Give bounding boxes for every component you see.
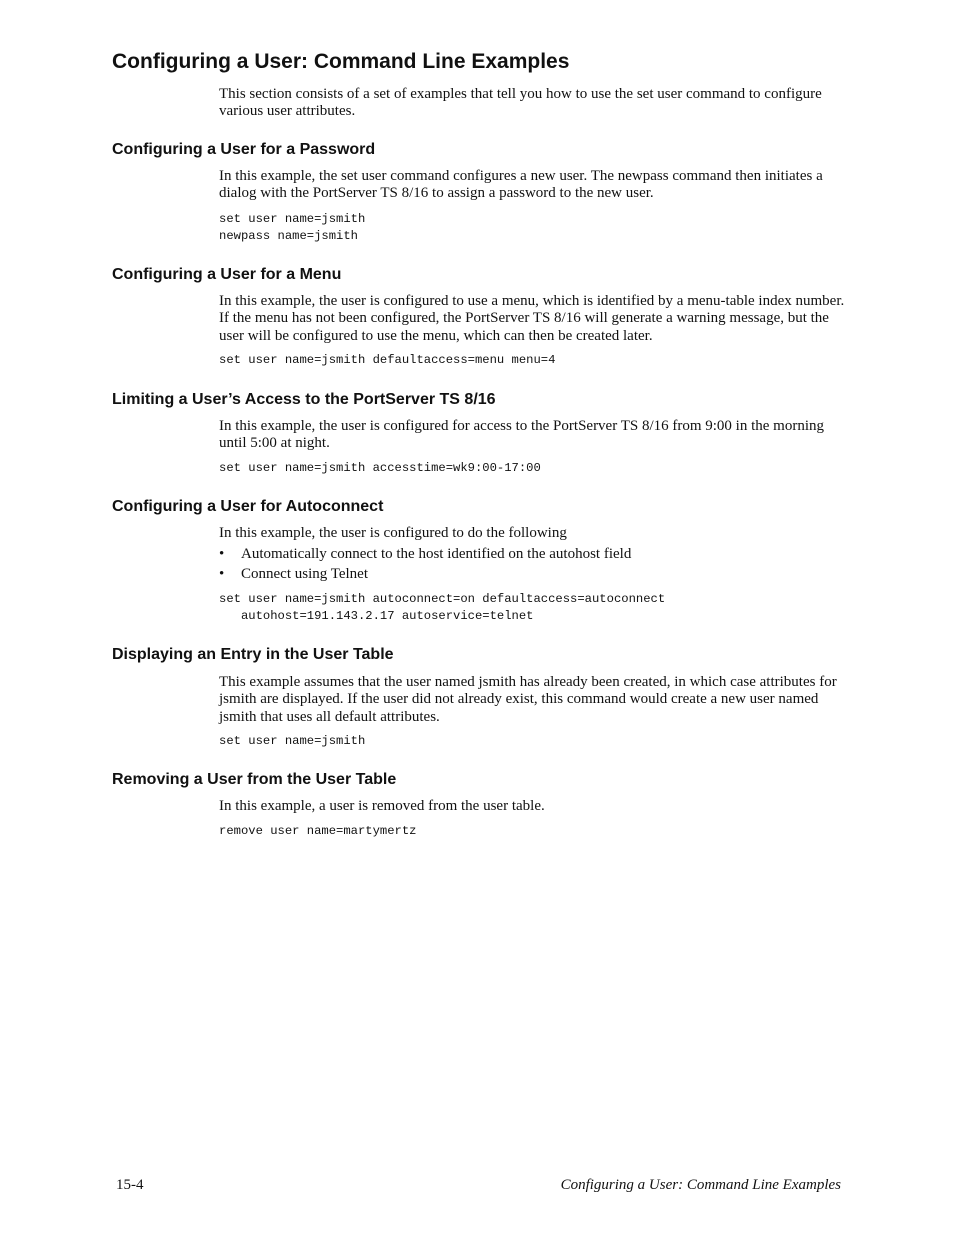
section-heading-access: Limiting a User’s Access to the PortServer TS 8/16 <box>112 391 496 408</box>
code-line: set user name=jsmith <box>219 212 366 226</box>
bullet-glyph: • <box>219 546 225 562</box>
page-number: 15-4 <box>116 1177 144 1193</box>
code-line: set user name=jsmith autoconnect=on defaultaccess=autoconnect <box>219 592 666 606</box>
section-text-autoconnect: In this example, the user is configured to do the following <box>219 525 567 541</box>
section-text-menu: In this example, the user is configured to use a menu, which is identified by a menu-table index number. If the menu has not been configured, the PortServer TS 8/16 will generate a warning message, but the user will be configured to use the menu, which can then be created later. <box>219 293 845 344</box>
code-line: set user name=jsmith <box>219 734 366 748</box>
code-line: set user name=jsmith defaultaccess=menu menu=4 <box>219 353 556 367</box>
list-item-text: Connect using Telnet <box>241 566 368 582</box>
section-text-password: In this example, the set user command configures a new user. The newpass command then initiates a dialog with the PortServer TS 8/16 to assign a password to the new user. <box>219 168 823 202</box>
list-item <box>219 564 845 584</box>
section-heading-autoconnect: Configuring a User for Autoconnect <box>112 498 384 515</box>
section-heading-display: Displaying an Entry in the User Table <box>112 646 394 663</box>
code-line: remove user name=martymertz <box>219 824 417 838</box>
section-text-access: In this example, the user is configured for access to the PortServer TS 8/16 from 9:00 in the morning until 5:00 at night. <box>219 418 825 452</box>
code-line: set user name=jsmith accesstime=wk9:00-17:00 <box>219 461 541 475</box>
section-text-remove: In this example, a user is removed from the user table. <box>219 798 545 814</box>
section-text-display: This example assumes that the user named jsmith has already been created, in which case attributes for jsmith are displayed. If the user did not already exist, this command would create a new user named jsmith that uses all default attributes. <box>219 674 837 725</box>
code-line: newpass name=jsmith <box>219 229 358 243</box>
section-heading-remove: Removing a User from the User Table <box>112 771 397 788</box>
bullet-list <box>219 544 845 584</box>
list-item <box>219 544 845 564</box>
list-item-text: Automatically connect to the host identified on the autohost field <box>241 546 632 562</box>
section-heading-password: Configuring a User for a Password <box>112 141 376 158</box>
code-line: autohost=191.143.2.17 autoservice=telnet <box>219 609 534 623</box>
page-title: Configuring a User: Command Line Examples <box>112 50 570 73</box>
section-heading-menu: Configuring a User for a Menu <box>112 266 342 283</box>
running-title: Configuring a User: Command Line Examples <box>560 1177 841 1193</box>
bullet-glyph: • <box>219 566 225 582</box>
intro-paragraph: This section consists of a set of examples that tell you how to use the set user command to configure various user attributes. <box>219 86 822 120</box>
